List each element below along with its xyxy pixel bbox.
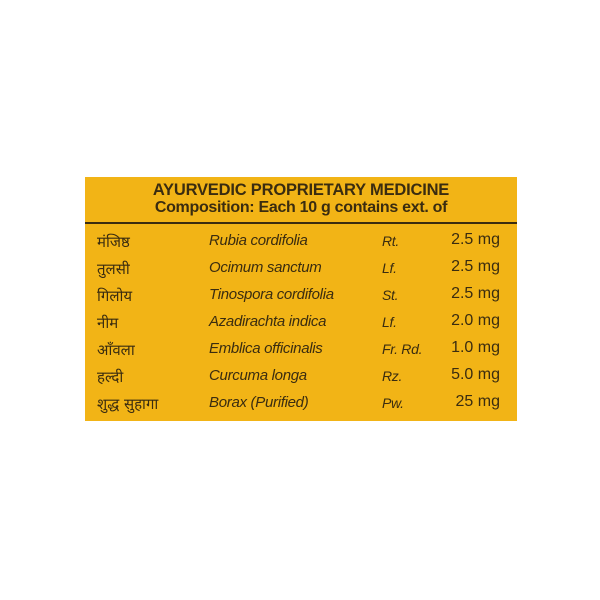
- ingredient-row: [85, 229, 517, 256]
- ingredient-hindi-name: शुद्ध सुहागा: [97, 395, 159, 413]
- ingredient-part: Rz.: [382, 368, 403, 384]
- ingredient-list: [85, 229, 517, 418]
- ingredient-hindi-name: नीम: [97, 314, 119, 332]
- ingredient-botanical-name: Ocimum sanctum: [209, 259, 322, 276]
- ingredient-row: [85, 256, 517, 283]
- ingredient-part: Lf.: [382, 314, 397, 330]
- ingredient-part: Lf.: [382, 260, 397, 276]
- ingredient-hindi-name: तुलसी: [97, 260, 130, 278]
- composition-label: [85, 177, 517, 421]
- ingredient-quantity: 5.0 mg: [451, 366, 500, 383]
- ingredient-part: Pw.: [382, 395, 404, 411]
- ingredient-quantity: 1.0 mg: [451, 339, 500, 356]
- ingredient-hindi-name: आँवला: [97, 341, 135, 359]
- ingredient-quantity: 2.5 mg: [451, 285, 500, 302]
- ingredient-row: [85, 337, 517, 364]
- ingredient-quantity: 25 mg: [455, 393, 500, 410]
- ingredient-row: [85, 310, 517, 337]
- ingredient-botanical-name: Emblica officinalis: [209, 340, 323, 357]
- ingredient-botanical-name: Curcuma longa: [209, 367, 307, 384]
- ingredient-part: St.: [382, 287, 399, 303]
- ingredient-hindi-name: मंजिष्ठ: [97, 233, 130, 251]
- ingredient-botanical-name: Rubia cordifolia: [209, 232, 308, 249]
- label-title: AYURVEDIC PROPRIETARY MEDICINE: [152, 181, 450, 199]
- ingredient-quantity: 2.0 mg: [451, 312, 500, 329]
- ingredient-quantity: 2.5 mg: [451, 258, 500, 275]
- ingredient-quantity: 2.5 mg: [451, 231, 500, 248]
- ingredient-hindi-name: गिलोय: [97, 287, 133, 305]
- ingredient-row: [85, 364, 517, 391]
- ingredient-part: Rt.: [382, 233, 399, 249]
- ingredient-hindi-name: हल्दी: [97, 368, 124, 386]
- ingredient-botanical-name: Azadirachta indica: [209, 313, 327, 330]
- ingredient-row: [85, 391, 517, 418]
- ingredient-botanical-name: Tinospora cordifolia: [209, 286, 334, 303]
- ingredient-botanical-name: Borax (Purified): [209, 394, 309, 411]
- header-divider: [85, 222, 517, 224]
- ingredient-part: Fr. Rd.: [382, 341, 423, 357]
- ingredient-row: [85, 283, 517, 310]
- label-subtitle: Composition: Each 10 g contains ext. of: [154, 199, 448, 216]
